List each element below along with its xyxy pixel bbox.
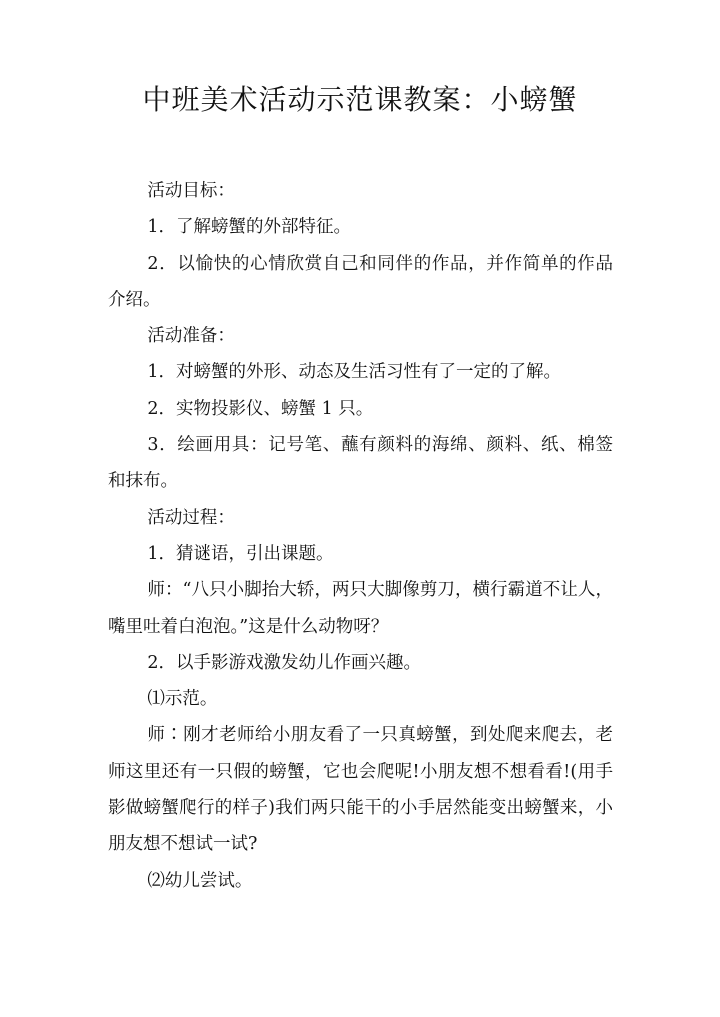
- process-step-2: 2．以手影游戏激发幼儿作画兴趣。: [147, 652, 422, 673]
- preparation-item-3: 3．绘画用具：记号笔、蘸有颜料的海绵、颜料、纸、棉签和抹布。: [108, 435, 613, 492]
- preparation-item-2: 2．实物投影仪、螃蟹 1 只。: [147, 398, 374, 419]
- teacher-riddle: 师：“八只小脚抬大轿，两只大脚像剪刀，横行霸道不让人，嘴里吐着白泡泡。”这是什么动物呀？: [108, 580, 613, 637]
- preparation-item-1: 1．对螃蟹的外形、动态及生活习性有了一定的了解。: [147, 362, 562, 383]
- document-title: 中班美术活动示范课教案：小螃蟹: [142, 83, 578, 116]
- sub-step-children-try: ⑵幼儿尝试。: [147, 870, 253, 891]
- teacher-dialogue: 师∶刚才老师给小朋友看了一只真螃蟹，到处爬来爬去，老师这里还有一只假的螃蟹，它也会爬呢!小朋友想不想看看!(用手影做螃蟹爬行的样子)我们两只能干的小手居然能变出螃蟹来，小朋友想不想试一试?: [108, 725, 613, 855]
- objective-item-1: 1．了解螃蟹的外部特征。: [147, 217, 352, 238]
- process-step-1: 1．猜谜语，引出课题。: [147, 543, 334, 564]
- objective-item-2: 2．以愉快的心情欣赏自己和同伴的作品，并作简单的作品介绍。: [108, 253, 613, 310]
- section-heading-objectives: 活动目标：: [147, 181, 235, 201]
- sub-step-demonstration: ⑴示范。: [147, 689, 218, 710]
- section-heading-process: 活动过程：: [147, 507, 235, 528]
- section-heading-preparation: 活动准备：: [147, 326, 235, 347]
- document-body: [108, 173, 613, 899]
